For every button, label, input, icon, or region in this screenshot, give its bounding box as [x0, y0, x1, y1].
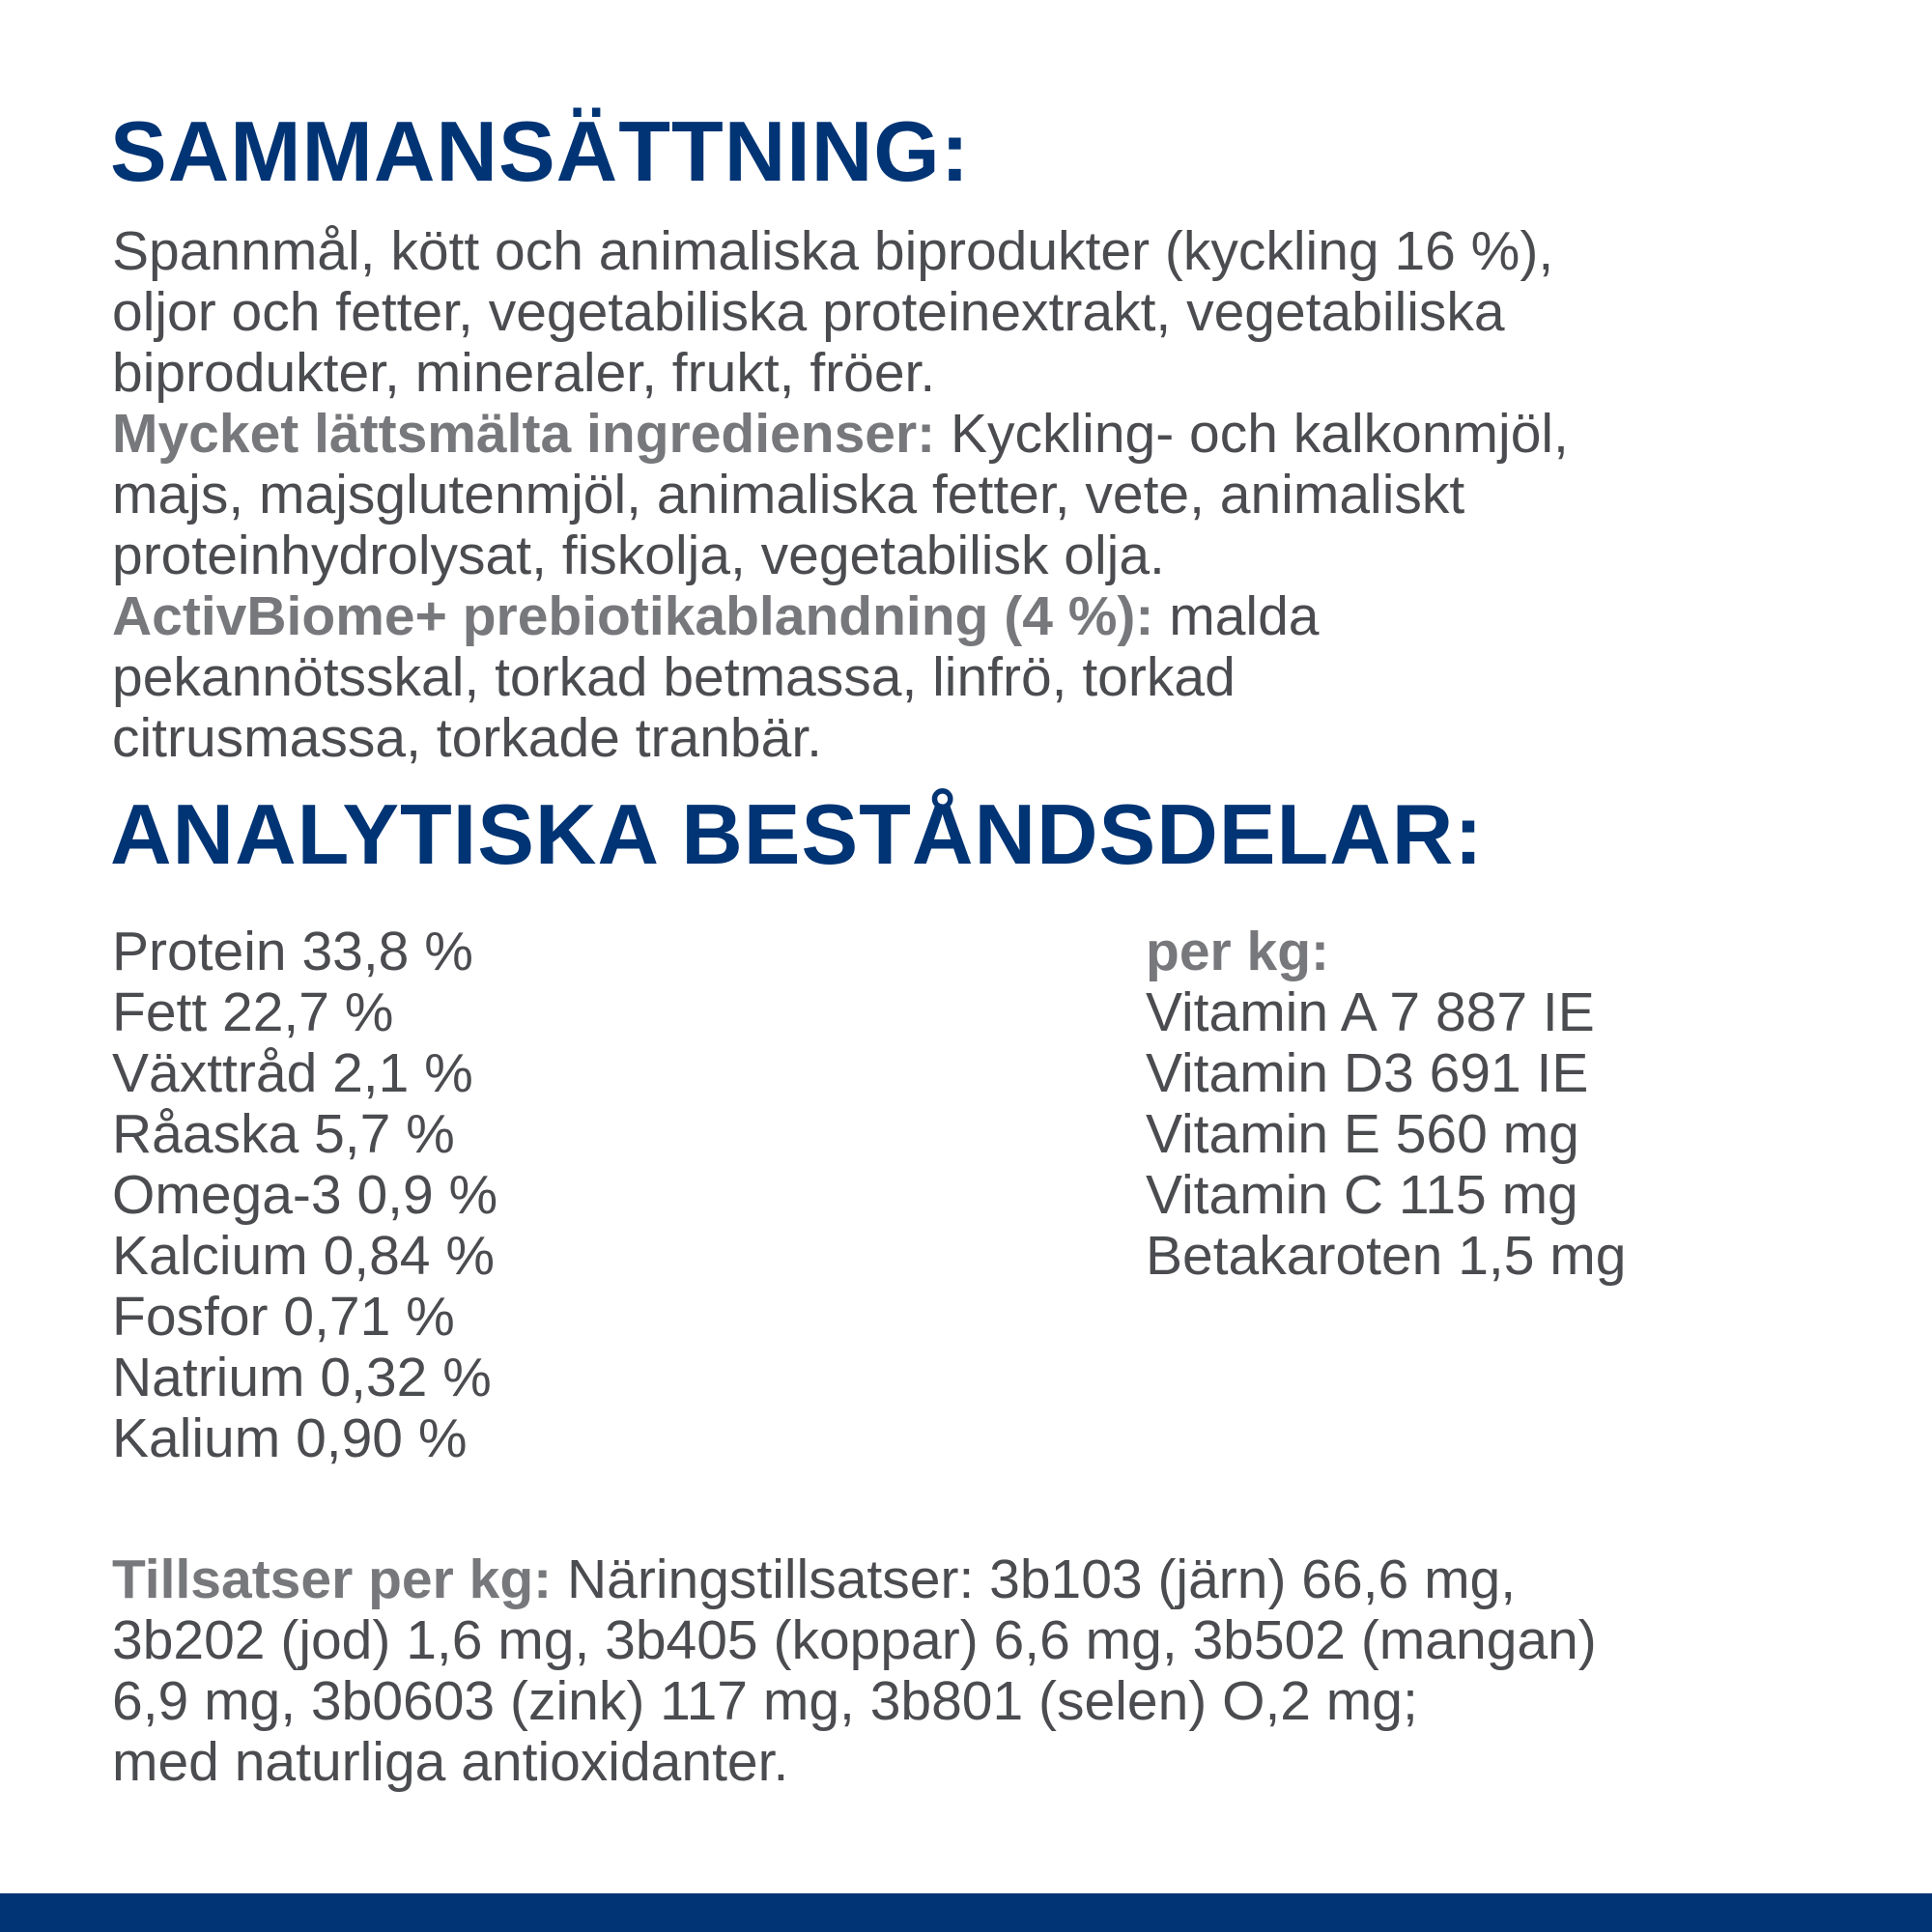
analytical-item: Kalcium 0,84 % — [112, 1225, 496, 1287]
analytical-item: Fosfor 0,71 % — [112, 1286, 455, 1348]
analytical-heading: ANALYTISKA BESTÅNDSDELAR: — [110, 786, 1484, 882]
additives-text-segment: 6,9 mg, 3b0603 (zink) 117 mg, 3b801 (selen) O,2 mg; — [112, 1670, 1418, 1732]
composition-line — [112, 708, 1569, 769]
vitamin-item: Vitamin E 560 mg — [1146, 1103, 1579, 1165]
additives-text-segment: med naturliga antioxidanter. — [112, 1731, 789, 1793]
composition-line — [112, 282, 1569, 343]
composition-line — [112, 526, 1569, 586]
additives-text — [112, 1549, 1597, 1793]
analytical-list-right — [1146, 922, 1626, 1287]
additives-line — [112, 1610, 1597, 1671]
composition-text-segment: citrusmassa, torkade tranbär. — [112, 707, 822, 769]
additives-text-segment: 3b202 (jod) 1,6 mg, 3b405 (koppar) 6,6 mg, 3b502 (mangan) — [112, 1609, 1597, 1671]
composition-text-segment: Spannmål, kött och animaliska biprodukter (kyckling 16 %), — [112, 220, 1554, 282]
composition-heading: SAMMANSÄTTNING: — [110, 103, 971, 199]
composition-text-segment: majs, majsglutenmjöl, animaliska fetter, vete, animaliskt — [112, 464, 1465, 526]
vitamin-item: Betakaroten 1,5 mg — [1146, 1225, 1627, 1287]
per-kg-label: per kg: — [1146, 921, 1330, 982]
analytical-item: Kalium 0,90 % — [112, 1407, 468, 1469]
digestible-ingredients-label: Mycket lättsmälta ingredienser: — [112, 403, 951, 465]
composition-text-segment: pekannötsskal, torkad betmassa, linfrö, torkad — [112, 646, 1236, 708]
composition-line — [112, 221, 1569, 282]
analytical-item: Protein 33,8 % — [112, 921, 473, 982]
analytical-list-left — [112, 922, 497, 1469]
bottom-brand-bar — [0, 1893, 1932, 1932]
composition-line — [112, 404, 1569, 465]
additives-text-segment: Näringstillsatser: 3b103 (järn) 66,6 mg, — [566, 1548, 1517, 1610]
composition-text-segment: biprodukter, mineraler, frukt, fröer. — [112, 342, 936, 404]
additives-label: Tillsatser per kg: — [112, 1548, 567, 1610]
additives-line — [112, 1671, 1597, 1732]
composition-line — [112, 465, 1569, 526]
analytical-item: Omega-3 0,9 % — [112, 1164, 498, 1226]
composition-text-segment: Kyckling- och kalkonmjöl, — [950, 403, 1569, 465]
additives-line — [112, 1732, 1597, 1793]
composition-text-segment: proteinhydrolysat, fiskolja, vegetabilisk olja. — [112, 525, 1165, 586]
vitamin-item: Vitamin C 115 mg — [1146, 1164, 1578, 1226]
vitamin-item: Vitamin A 7 887 IE — [1146, 981, 1595, 1043]
composition-line — [112, 586, 1569, 647]
composition-text-segment: oljor och fetter, vegetabiliska proteinextrakt, vegetabiliska — [112, 281, 1505, 343]
analytical-item: Fett 22,7 % — [112, 981, 394, 1043]
composition-line — [112, 343, 1569, 404]
composition-line — [112, 647, 1569, 708]
composition-text — [112, 221, 1569, 769]
analytical-item: Råaska 5,7 % — [112, 1103, 455, 1165]
composition-text-segment: malda — [1169, 585, 1320, 647]
analytical-item: Växttråd 2,1 % — [112, 1042, 473, 1104]
activbiome-label: ActivBiome+ prebiotikablandning (4 %): — [112, 585, 1170, 647]
additives-line — [112, 1549, 1597, 1610]
analytical-item: Natrium 0,32 % — [112, 1347, 492, 1408]
vitamin-item: Vitamin D3 691 IE — [1146, 1042, 1589, 1104]
